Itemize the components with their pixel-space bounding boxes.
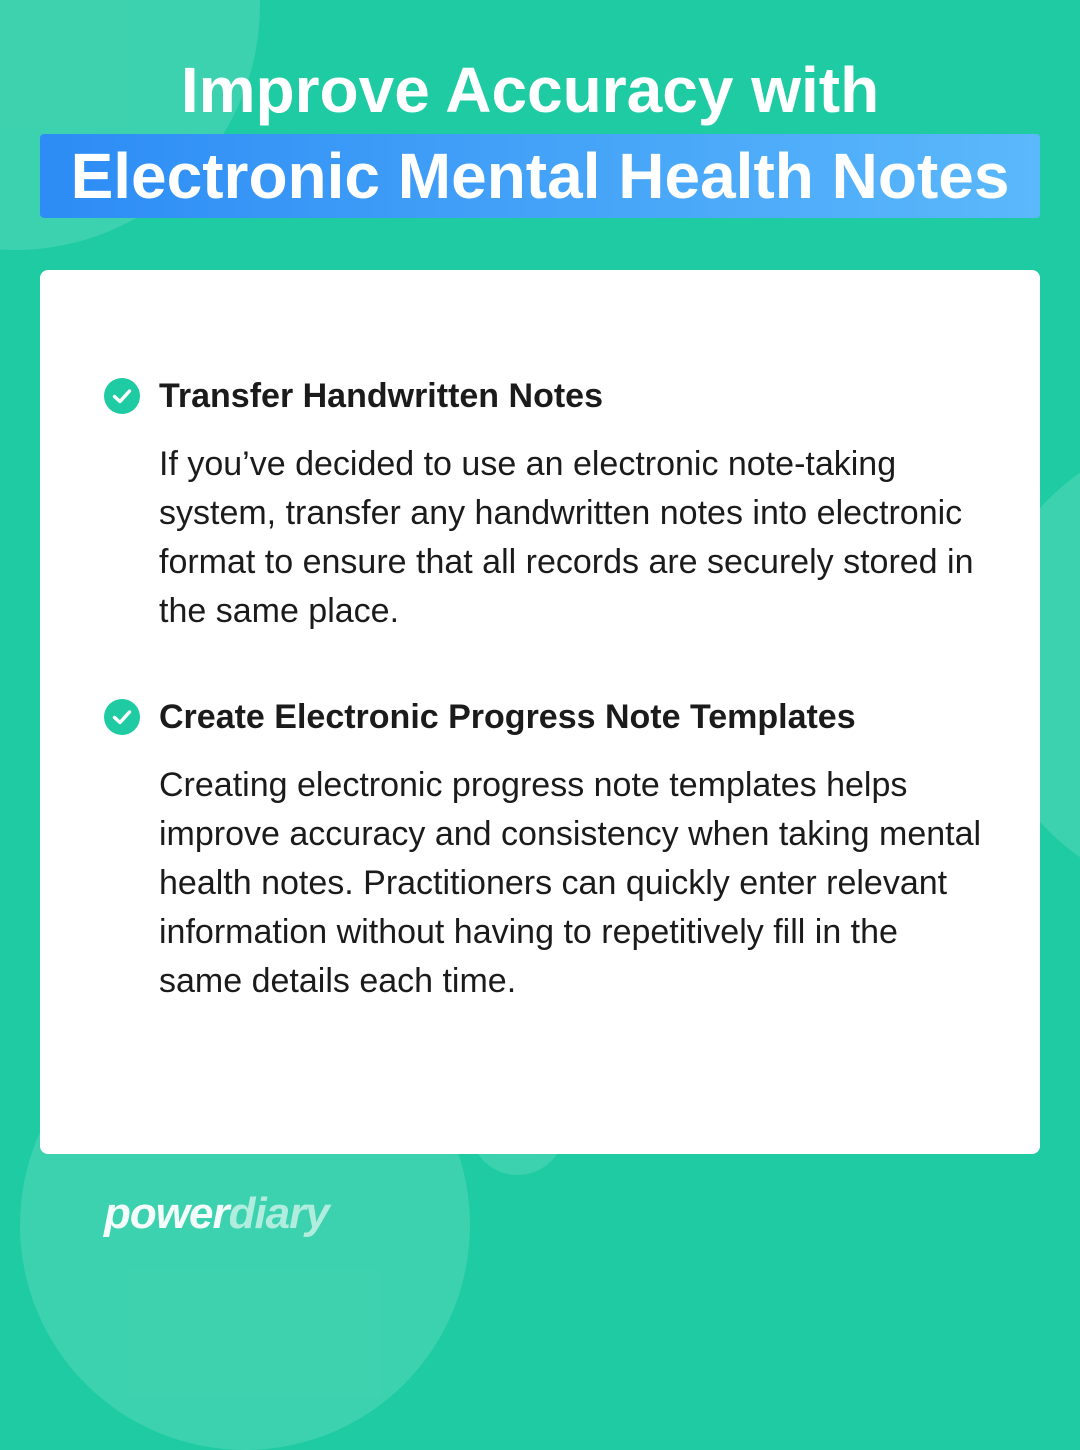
check-circle-icon [104,699,140,735]
content-card [40,270,1040,1154]
item-heading: Transfer Handwritten Notes [159,377,603,415]
page-title: Improve Accuracy with [180,54,880,126]
item-description: Creating electronic progress note templates helps improve accuracy and consistency when taking mental health notes. Practitioners can quickly enter relevant information without having to repetitively fill in the same details each time. [159,766,982,1000]
item-description: If you’ve decided to use an electronic note-taking system, transfer any handwritten notes into electronic format to ensure that all records are securely stored in the same place. [159,445,974,630]
item-heading: Create Electronic Progress Note Templates [159,698,856,736]
logo-word-diary: diary [228,1189,329,1238]
page-title-highlight: Electronic Mental Health Notes [40,134,1040,218]
logo-word-power: power [104,1189,229,1238]
powerdiary-logo [104,1186,329,1242]
check-circle-icon [104,378,140,414]
